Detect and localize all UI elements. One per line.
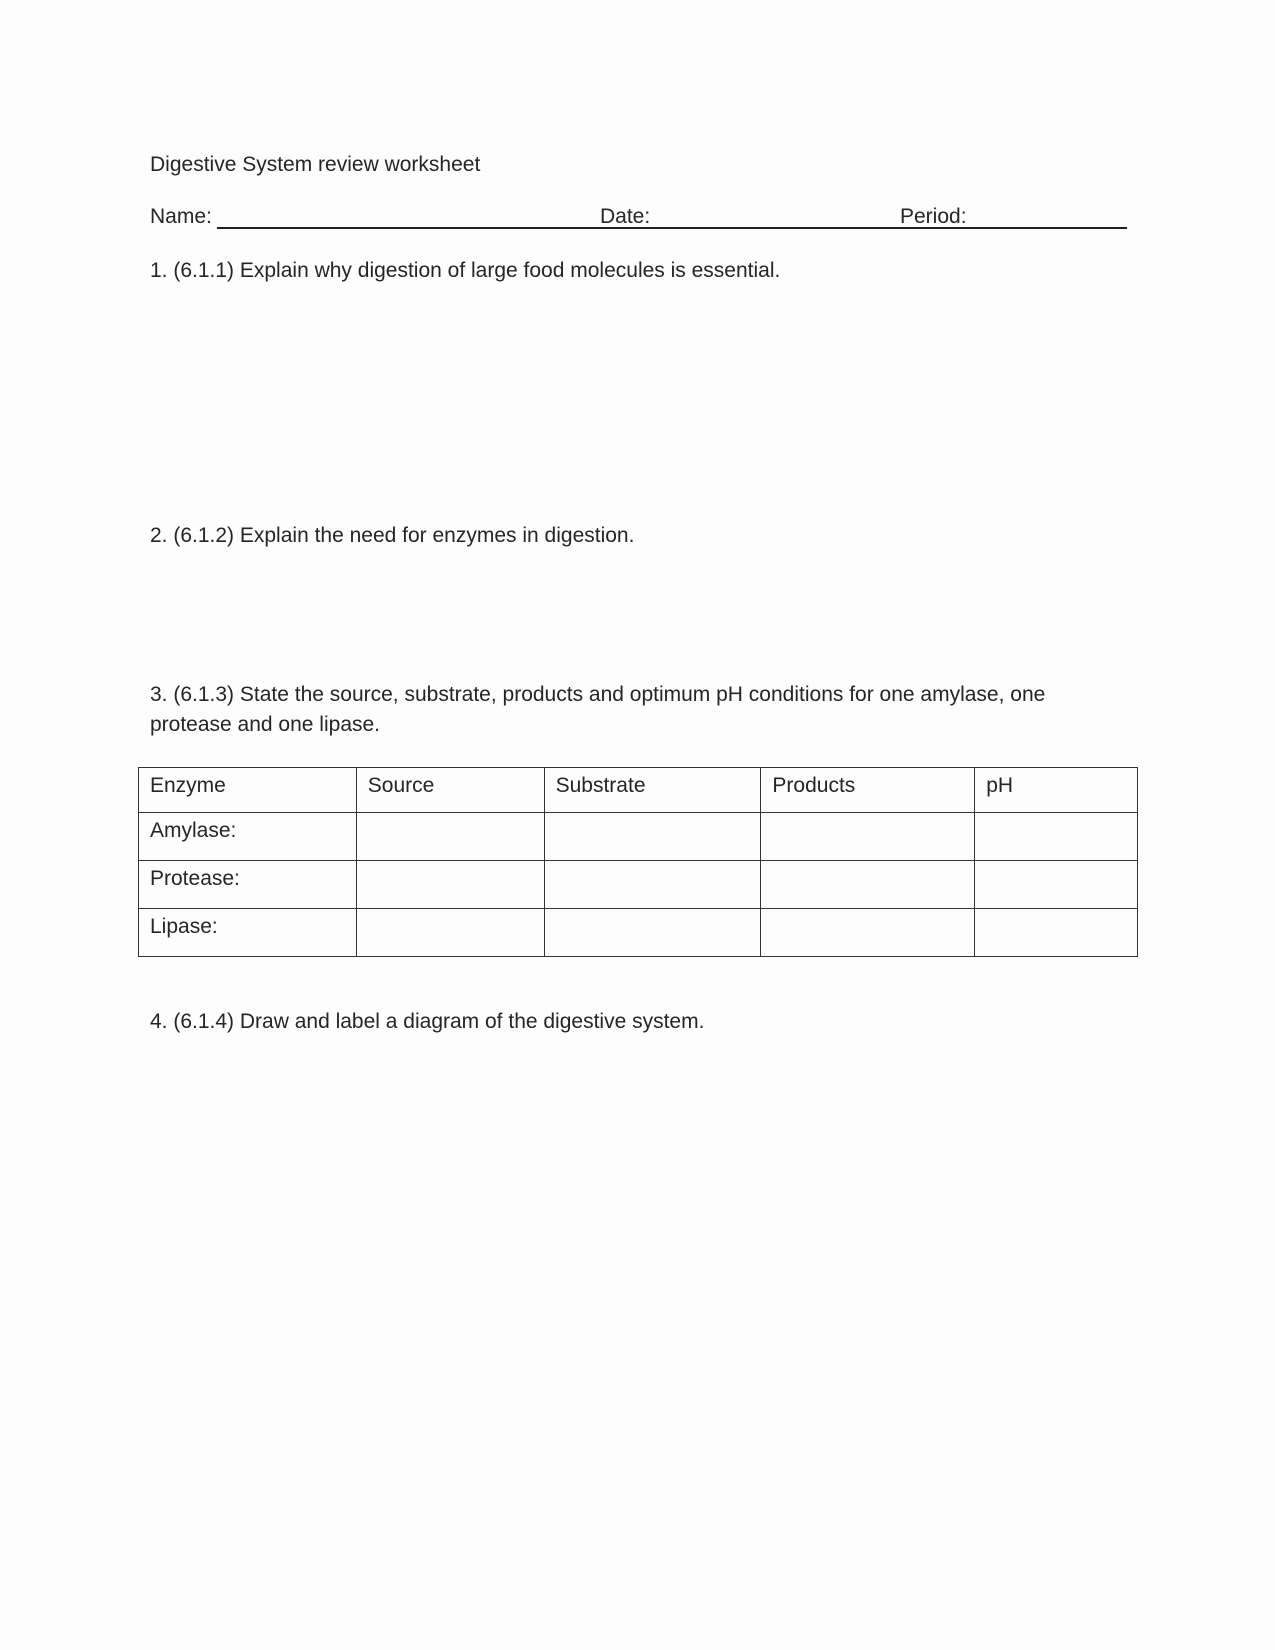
worksheet-title: Digestive System review worksheet	[150, 153, 481, 176]
enzyme-table	[138, 767, 1138, 957]
protease-source-cell[interactable]	[356, 861, 544, 909]
amylase-source-cell[interactable]	[356, 813, 544, 861]
name-label: Name:	[150, 205, 212, 228]
table-header-row	[139, 768, 1138, 813]
table-row	[139, 909, 1138, 957]
lipase-products-cell[interactable]	[761, 909, 975, 957]
question-4: 4. (6.1.4) Draw and label a diagram of the digestive system.	[150, 1010, 705, 1033]
table-row	[139, 861, 1138, 909]
student-info-line	[150, 202, 1127, 232]
question-3: 3. (6.1.3) State the source, substrate, products and optimum pH conditions for one amylase, one protease and one lipase.	[150, 683, 1046, 736]
header-source: Source	[356, 768, 544, 813]
protease-products-cell[interactable]	[761, 861, 975, 909]
lipase-ph-cell[interactable]	[975, 909, 1138, 957]
header-enzyme: Enzyme	[139, 768, 357, 813]
question-2: 2. (6.1.2) Explain the need for enzymes in digestion.	[150, 524, 635, 547]
amylase-ph-cell[interactable]	[975, 813, 1138, 861]
header-ph: pH	[975, 768, 1138, 813]
date-label: Date:	[600, 205, 651, 228]
row-label-protease: Protease:	[139, 861, 357, 909]
question-1: 1. (6.1.1) Explain why digestion of large food molecules is essential.	[150, 259, 781, 282]
protease-ph-cell[interactable]	[975, 861, 1138, 909]
amylase-substrate-cell[interactable]	[544, 813, 761, 861]
header-substrate: Substrate	[544, 768, 761, 813]
lipase-source-cell[interactable]	[356, 909, 544, 957]
table-row	[139, 813, 1138, 861]
lipase-substrate-cell[interactable]	[544, 909, 761, 957]
period-label: Period:	[900, 205, 967, 228]
amylase-products-cell[interactable]	[761, 813, 975, 861]
header-products: Products	[761, 768, 975, 813]
protease-substrate-cell[interactable]	[544, 861, 761, 909]
student-info-underline[interactable]	[217, 227, 1127, 229]
row-label-lipase: Lipase:	[139, 909, 357, 957]
row-label-amylase: Amylase:	[139, 813, 357, 861]
